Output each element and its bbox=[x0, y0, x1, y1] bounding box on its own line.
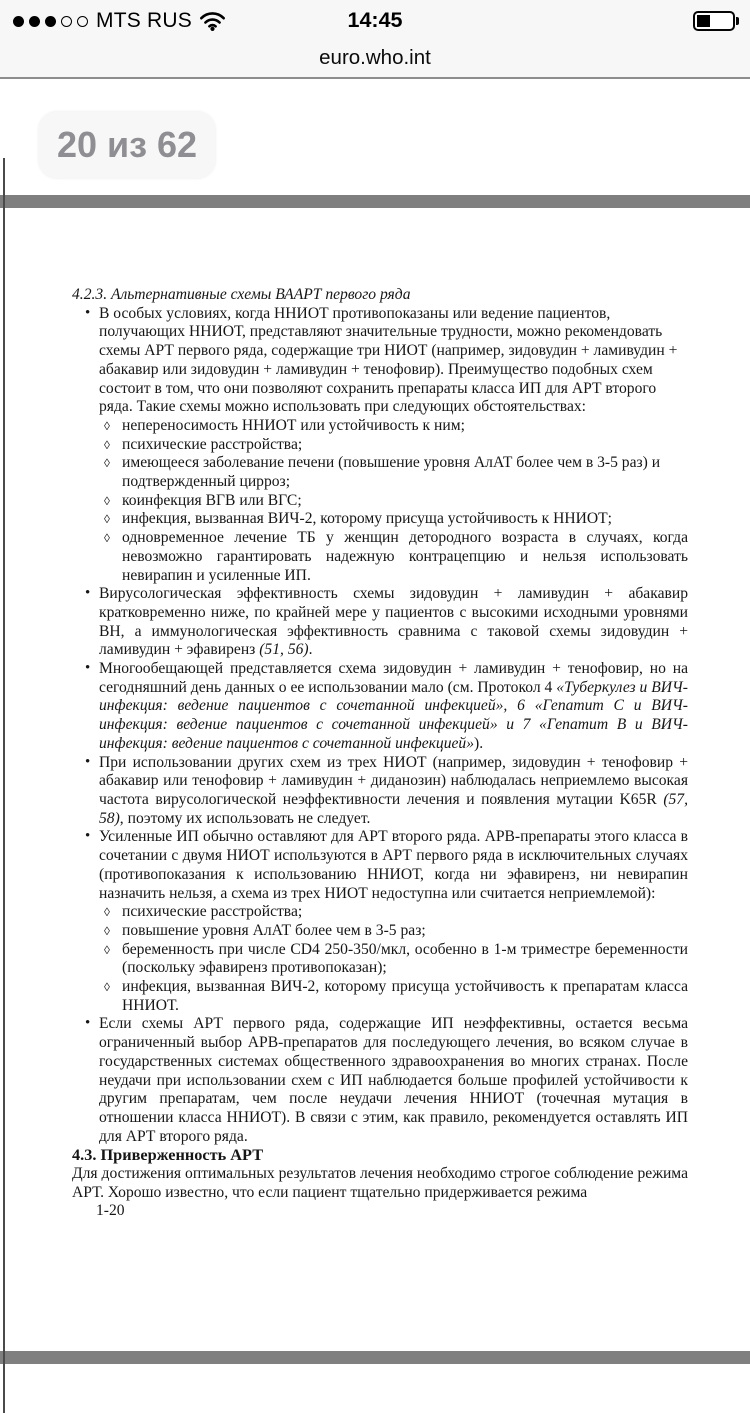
doc-text: инфекция, вызванная ВИЧ-2, которому присуща устойчивость к ННИОТ; bbox=[122, 510, 612, 528]
doc-text: Если схемы АРТ первого ряда, содержащие ИП неэффективны, остается весьма ограниченный выбор АРВ-препаратов для последующего лечения, во всяком случае в государственных системах общественного здравоохранения во многих странах. После неудачи при использовании схем с ИП наблюдается больше профилей устойчивости к другим препаратам, чем после неудачи лечения ННИОТ (точечная мутация в отношении класса ННИОТ). В связи с этим, как правило, рекомендуется оставлять ИП для АРТ второго ряда. bbox=[99, 1015, 688, 1145]
page-separator-bottom bbox=[0, 1351, 750, 1364]
doc-sub bbox=[72, 510, 688, 529]
doc-page-number bbox=[72, 1202, 688, 1221]
doc-text: . bbox=[308, 641, 313, 659]
doc-text: ). bbox=[474, 734, 484, 752]
doc-bullet bbox=[72, 585, 688, 660]
doc-sub bbox=[72, 492, 688, 511]
doc-sub bbox=[72, 417, 688, 436]
carrier-label: MTS RUS bbox=[96, 9, 192, 32]
safari-chrome bbox=[0, 0, 750, 79]
doc-paragraph bbox=[72, 1165, 688, 1202]
pdf-page-content bbox=[72, 286, 688, 1221]
battery-fill bbox=[697, 15, 710, 27]
doc-text: Усиленные ИП обычно оставляют для АРТ второго ряда. АРВ-препараты этого класса в сочетании с двумя НИОТ используются в АРТ первого ряда в исключительных случаях (противопоказания к использованию ННИОТ, когда ни эфавиренз, ни невирапин назначить нельзя, а схема из трех НИОТ недоступна или считается неприемлемой): bbox=[99, 828, 688, 902]
doc-text-italic: 4.2.3. Альтернативные схемы ВААРТ первого ряда bbox=[72, 286, 411, 303]
doc-sub bbox=[72, 529, 688, 585]
doc-text: непереносимость ННИОТ или устойчивость к ним; bbox=[122, 416, 465, 434]
doc-bullet bbox=[72, 305, 688, 417]
doc-sub bbox=[72, 903, 688, 922]
page-indicator-pill: 20 из 62 bbox=[39, 112, 215, 178]
doc-bullet bbox=[72, 828, 688, 903]
doc-bullet bbox=[72, 660, 688, 754]
doc-text: психические расстройства; bbox=[122, 435, 303, 453]
battery-nub bbox=[736, 17, 739, 25]
doc-bullet bbox=[72, 754, 688, 829]
pdf-viewer[interactable] bbox=[0, 79, 750, 1334]
status-time: 14:45 bbox=[347, 8, 403, 32]
doc-text: беременность при числе CD4 250-350/мкл, особенно в 1-м триместре беременности (поскольку эфавиренз противопоказан); bbox=[122, 940, 688, 977]
doc-text: одновременное лечение ТБ у женщин детородного возраста в случаях, когда невозможно гарантировать надежную контрацепцию и нельзя использовать невирапин и усиленные ИП. bbox=[122, 529, 688, 584]
doc-text: Для достижения оптимальных результатов лечения необходимо строгое соблюдение режима АРТ. Хорошо известно, что если пациент тщательно придерживается режима bbox=[72, 1165, 688, 1201]
doc-text: коинфекция ВГВ или ВГС; bbox=[122, 491, 302, 509]
doc-text: При использовании других схем из трех НИОТ (например, зидовудин + тенофовир + абакавир или тенофовир + ламивудин + диданозин) наблюдалась неприемлемо высокая частота вирусологической неэффективности лечения и появления мутации K65R bbox=[99, 753, 688, 808]
doc-text: 4.3. Приверженность АРТ bbox=[72, 1145, 264, 1165]
doc-text: имеющееся заболевание печени (повышение уровня АлАТ более чем в 3-5 раз) и подтвержденный цирроз; bbox=[122, 454, 661, 491]
doc-sub bbox=[72, 436, 688, 455]
doc-sub bbox=[72, 454, 688, 491]
doc-heading-italic bbox=[72, 286, 688, 305]
battery-icon bbox=[693, 11, 739, 31]
doc-text-italic: (57, 58) bbox=[99, 790, 688, 827]
doc-bullet bbox=[72, 1015, 688, 1146]
doc-text: В особых условиях, когда ННИОТ противопоказаны или ведение пациентов, получающих ННИОТ, представляют значительные трудности, можно рекомендовать схемы АРТ первого ряда, содержащие три НИОТ (например, зидовудин + ламивудин + абакавир или зидовудин + ламивудин + тенофовир). Преимущество подобных схем состоит в том, что они позволяют сохранить препараты класса ИП для АРТ второго ряда. Такие схемы можно использовать при следующих обстоятельствах: bbox=[99, 304, 678, 416]
doc-sub bbox=[72, 978, 688, 1015]
doc-text: повышение уровня АлАТ более чем в 3-5 раз; bbox=[122, 921, 426, 939]
doc-heading-bold bbox=[72, 1146, 688, 1165]
doc-text-italic: (51, 56) bbox=[259, 641, 309, 659]
doc-sub bbox=[72, 941, 688, 978]
doc-text: , поэтому их использовать не следует. bbox=[119, 809, 371, 827]
doc-text: психические расстройства; bbox=[122, 903, 303, 921]
page-separator-top bbox=[0, 195, 750, 208]
doc-text: Многообещающей представляется схема зидовудин + ламивудин + тенофовир, но на сегодняшний день данных о ее использовании мало (см. Протокол 4 bbox=[99, 660, 688, 696]
doc-text-italic: «Туберкулез и ВИЧ-инфекция: ведение пациентов с сочетанной инфекцией», 6 «Гепатит C и ВИЧ-инфекция: ведение пациентов с сочетанной инфекцией» и 7 «Гепатит B и ВИЧ-инфекция: ведение пациентов с сочетанной инфекцией» bbox=[99, 678, 688, 752]
page-left-edge bbox=[3, 158, 5, 1413]
doc-text: 1-20 bbox=[96, 1202, 125, 1220]
url-bar[interactable]: euro.who.int bbox=[319, 46, 431, 69]
doc-sub bbox=[72, 922, 688, 941]
battery-body bbox=[693, 11, 735, 31]
doc-text: Вирусологическая эффективность схемы зидовудин + ламивудин + абакавир кратковременно ниже, по крайней мере у пациентов с высокими исходными уровнями ВН, а иммунологическая эффективность сравнима с таковой схемы зидовудин + ламивудин + эфавиренз bbox=[99, 585, 688, 659]
doc-text: инфекция, вызванная ВИЧ-2, которому присуща устойчивость к препаратам класса ННИОТ. bbox=[122, 978, 688, 1014]
